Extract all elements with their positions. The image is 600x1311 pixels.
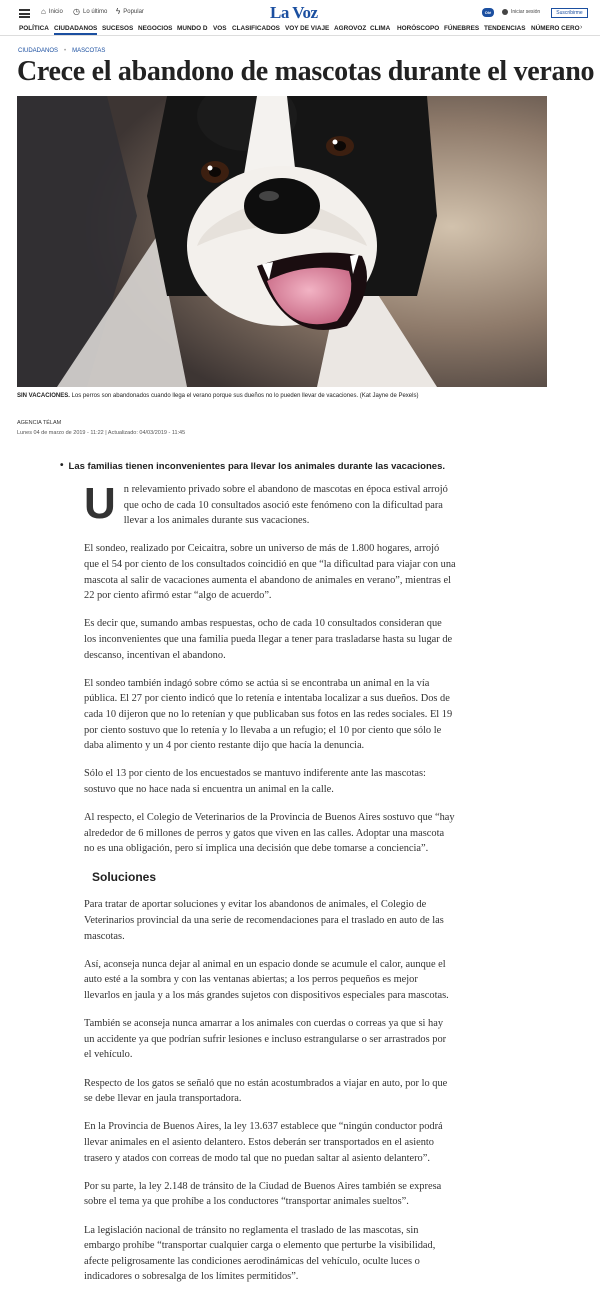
nav-item-ciudadanos[interactable]: CIUDADANOS [54, 25, 97, 35]
breadcrumb [18, 48, 105, 54]
subscribe-button[interactable]: Suscribirme [551, 8, 588, 18]
login-label: Iniciar sesión [511, 9, 541, 15]
nav-item-vos[interactable]: VOS [213, 25, 227, 32]
article-paragraph: En la Provincia de Buenos Aires, la ley 13.637 establece que “ningún conductor podrá llevar animales en el asiento delantero. Estos deberán ser transportados en el asiento trasero y atados con correas de modo tal que no puedan saltar al asiento delantero”. [84, 1121, 443, 1164]
article-paragraph: También se aconseja nunca amarrar a los animales con cuerdas o correas ya que si hay un accidente ya que podrían sufrir lesiones e incluso estrangularse o ser arrastrados por el vehículo. [84, 1018, 447, 1061]
dropcap: U [84, 479, 116, 528]
breadcrumb-separator: • [64, 48, 67, 54]
article-paragraph: Por su parte, la ley 2.148 de tránsito de la Ciudad de Buenos Aires también se expresa sobre el tema ya que prohíbe a los conductores “transportar animales sueltos”. [84, 1180, 442, 1208]
photo-caption [17, 393, 557, 399]
nav-item-voy-de-viaje[interactable]: VOY DE VIAJE [285, 25, 330, 32]
nav-item-clasificados[interactable]: CLASIFICADOS [232, 25, 280, 32]
nav-item-mundo-d[interactable]: MUNDO D [177, 25, 208, 32]
caption-lead: SIN VACACIONES. [17, 393, 70, 399]
article-paragraph: Sólo el 13 por ciento de los encuestados se mantuvo indiferente ante las mascotas: sostuvo que no hace nada si encuentra un animal en la calle. [84, 768, 426, 795]
article-paragraph: Es decir que, sumando ambas respuestas, ocho de cada 10 consultados consideran que los inconvenientes que una familia pueda llegar a tener para trasladarse hasta su lugar de descanso, incentivan el abandono. [84, 618, 453, 661]
top-bar [0, 0, 600, 22]
article-paragraph: El sondeo también indagó sobre cómo se actúa si se encontraba un animal en la vía pública. El 27 por ciento indicó que lo retenía e intentaba localizar a sus dueños. Dos de cada 10 dijeron que no lo retenían y que publicaban sus fotos en las redes sociales. El 19 por ciento sostuvo que lo retenía y lo llevaba a un refugio; el 10 por ciento que sólo le daba alimento y un 4 por ciento restante dijo que hacía la denuncia. [84, 677, 453, 752]
section-subhead: Soluciones [92, 870, 157, 885]
article-paragraph: Respecto de los gatos se señaló que no están acostumbrados a viajar en auto, por lo que se debe llevar en jaula transportadora. [84, 1077, 448, 1105]
article-agency: AGENCIA TÉLAM [17, 420, 62, 426]
nav-link-lo-ultimo[interactable] [73, 9, 107, 15]
nav-item-tendencias[interactable]: TENDENCIAS [484, 25, 526, 32]
nav-item-politica[interactable]: POLÍTICA [19, 25, 49, 32]
nav-item-clima[interactable]: CLIMA [370, 25, 391, 32]
bullet-icon: • [60, 460, 64, 471]
nav-item-funebres[interactable]: FÚNEBRES [444, 25, 480, 32]
article-paragraph: El sondeo, realizado por Ceicaitra, sobre un universo de más de 1.800 hogares, arrojó que el 54 por ciento de los consultados coincidió en que “la dificultad para viajar con una mascota al salir de vacaciones aumenta el abandono de animales en verano”, mientras el 22 por ciento afirmó estar “algo de acuerdo”. [84, 543, 456, 602]
article-photo [17, 96, 547, 387]
article-paragraph: Para tratar de aportar soluciones y evitar los abandonos de animales, el Colegio de Veterinarios provincial da una serie de recomendaciones para el traslado en auto de las mascotas. [84, 899, 444, 942]
summary-text: Las familias tienen inconvenientes para llevar los animales durante las vacaciones. [68, 461, 445, 472]
article-paragraph: Así, aconseja nunca dejar al animal en un espacio donde se acumule el calor, aunque el auto esté a la sombra y con las ventanas abiertas; a los perros pequeños es mejor llevarlos en jaula y a los más grandes sujetos con dispositivos especiales para mascotas. [84, 958, 449, 1001]
article-dates: Lunes 04 de marzo de 2019 - 11:22 | Actualizado: 04/03/2019 - 11:45 [17, 430, 186, 436]
nav-item-sucesos[interactable]: SUCESOS [102, 25, 134, 32]
login-link[interactable] [502, 9, 540, 15]
nav-item-negocios[interactable]: NEGOCIOS [138, 25, 173, 32]
nav-link-label: Inicio [48, 9, 63, 15]
ole-badge[interactable]: Olé [482, 8, 494, 17]
nav-link-label: Lo último [82, 9, 108, 15]
breadcrumb-ciudadanos[interactable]: CIUDADANOS [18, 48, 59, 54]
site-logo[interactable]: La Voz [270, 3, 318, 22]
clock-icon: ◷ [73, 7, 80, 16]
article-title: Crece el abandono de mascotas durante el verano [17, 56, 595, 87]
nav-scroll-right-icon[interactable]: › [580, 24, 583, 31]
menu-icon[interactable] [19, 9, 30, 18]
first-paragraph-text: n relevamiento privado sobre el abandono de mascotas en época estival arrojó que ocho de cada 10 consultados asoció este fenómeno con la dificultad para llevar a los animales durante sus vacaciones. [123, 484, 448, 527]
home-icon: ⌂ [41, 7, 46, 16]
nav-link-label: Popular [123, 9, 144, 15]
section-nav [0, 22, 600, 36]
caption-text: Los perros son abandonados cuando llega el verano porque sus dueños no lo pueden llevar de vacaciones. (Kat Jayne de Pexels) [69, 393, 419, 399]
user-icon [502, 9, 508, 15]
article-paragraph: Al respecto, el Colegio de Veterinarios de la Provincia de Buenos Aires sostuvo que “hay alrededor de 6 millones de perros y gatos que viven en las calles. Adoptar una mascota no es una obligación, pero sí implica una decisión que debe tomarse a conciencia”. [84, 812, 455, 855]
article-paragraph: La legislación nacional de tránsito no reglamenta el traslado de las mascotas, sin embargo prohíbe “transportar cualquier carga o elemento que perturbe la visibilidad, afecte peligrosamente las condiciones aerodinámicas del vehículo, oculte luces o indicadores o sobresalga de los límites permitidos”. [84, 1224, 436, 1283]
nav-item-horoscopo[interactable]: HORÓSCOPO [397, 25, 440, 32]
article-paragraph [84, 479, 456, 529]
breadcrumb-mascotas[interactable]: MASCOTAS [72, 48, 106, 54]
nav-item-numero-cero[interactable]: NÚMERO CERO [531, 25, 580, 32]
nav-item-agrovoz[interactable]: AGROVOZ [334, 25, 367, 32]
article-summary [60, 461, 445, 472]
nav-link-inicio[interactable] [41, 9, 63, 15]
article-body [84, 479, 456, 1297]
bolt-icon: ϟ [116, 7, 121, 16]
nav-link-popular[interactable] [116, 9, 144, 15]
